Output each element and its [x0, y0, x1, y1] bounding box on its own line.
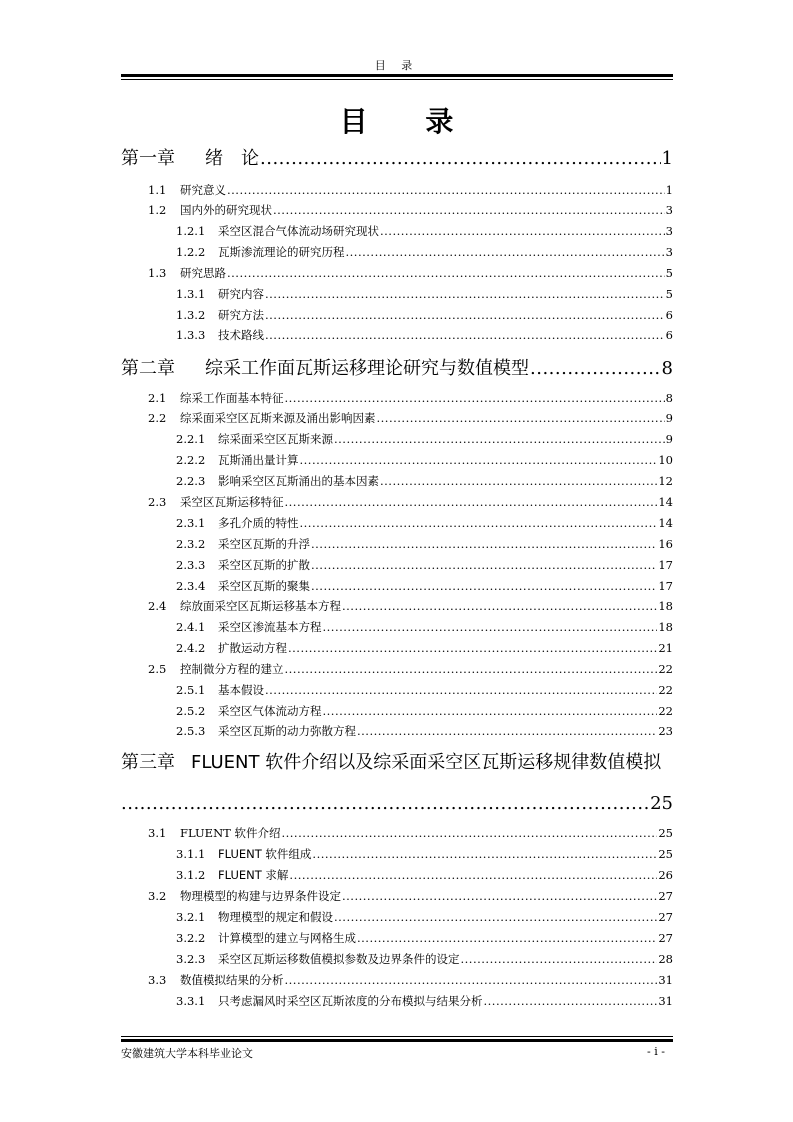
toc-page-number: 12	[658, 474, 673, 488]
footer-page-number: - i -	[647, 1045, 665, 1058]
toc-page-number: 18	[658, 620, 673, 634]
toc-page-number: 21	[658, 641, 673, 655]
toc-entry-number: 2.5.2	[176, 704, 206, 718]
toc-leader-dots	[377, 410, 665, 426]
toc-leader-dots	[285, 494, 658, 510]
toc-page-number: 31	[658, 994, 673, 1008]
toc-leader-dots	[265, 286, 665, 302]
toc-entry-title: 采空区气体流动方程	[218, 704, 322, 718]
toc-leader-dots	[265, 307, 665, 323]
toc-entry[interactable]	[148, 182, 673, 198]
toc-entry-number: 3.1	[148, 826, 167, 840]
toc-leader-dots	[227, 265, 665, 281]
toc-entry[interactable]	[176, 223, 673, 239]
toc-entry-number: 3.1.2	[176, 868, 206, 882]
toc-entry-title: 采空区瓦斯的动力弥散方程	[218, 724, 356, 738]
toc-entry[interactable]	[176, 682, 673, 698]
toc-entry[interactable]	[176, 286, 673, 302]
toc-leader-dots	[273, 202, 665, 218]
toc-entry-number: 2.3.3	[176, 558, 206, 572]
toc-page-number: 9	[665, 432, 673, 446]
toc-leader-dots	[311, 578, 657, 594]
toc-page-number: 25	[650, 793, 673, 814]
toc-page-number: 14	[658, 516, 673, 530]
toc-leader-dots	[312, 846, 657, 862]
toc-entry-title: FLUENT 软件介绍	[180, 826, 281, 840]
toc-entry[interactable]	[148, 598, 673, 614]
toc-entry-title: 国内外的研究现状	[180, 203, 272, 217]
toc-entry-title: 采空区瓦斯的升浮	[218, 537, 310, 551]
toc-entry-title: 技术路线	[218, 328, 264, 342]
toc-entry[interactable]	[176, 846, 673, 862]
toc-entry-number: 3.2.3	[176, 952, 206, 966]
toc-entry[interactable]	[176, 723, 673, 739]
toc-entry-number: 2.5	[148, 662, 167, 676]
toc-entry-number: 1.3.2	[176, 308, 206, 322]
toc-entry[interactable]	[148, 825, 673, 841]
toc-leader-dots	[227, 182, 665, 198]
page-title: 目 录	[339, 105, 478, 138]
toc-entry-number: 1.2.2	[176, 245, 206, 259]
footer-rule-thick	[121, 1039, 673, 1042]
toc-leader-dots	[461, 951, 658, 967]
toc-page-number: 8	[665, 391, 673, 405]
toc-entry[interactable]	[176, 619, 673, 635]
toc-entry-title: 瓦斯渗流理论的研究历程	[218, 245, 345, 259]
toc-leader-dots	[265, 327, 665, 343]
footer-university: 安徽建筑大学本科毕业论文	[121, 1047, 253, 1060]
toc-entry-title: 多孔介质的特性	[218, 516, 299, 530]
footer-rule-thin	[121, 1036, 673, 1037]
toc-entry-number: 2.2	[148, 411, 167, 425]
toc-entry-title: 采空区瓦斯的扩散	[218, 558, 310, 572]
toc-chapter-3-text: FLUENT 软件介绍以及综采面采空区瓦斯运移规律数值模拟	[191, 752, 662, 773]
toc-page-number: 3	[665, 203, 673, 217]
toc-entry-number: 2.4	[148, 599, 167, 613]
toc-entry-number: 3.2	[148, 889, 167, 903]
toc-entry-title: 采空区渗流基本方程	[218, 620, 322, 634]
toc-entry-title: 采空区瓦斯运移特征	[180, 495, 284, 509]
toc-chapter-3-title	[121, 752, 661, 774]
toc-entry-number: 2.3	[148, 495, 167, 509]
toc-entry-title: 控制微分方程的建立	[180, 662, 284, 676]
toc-entry-title: FLUENT 软件组成	[218, 847, 312, 861]
toc-page-number: 10	[658, 453, 673, 467]
toc-entry[interactable]	[121, 148, 673, 170]
toc-entry-title: 绪 论	[205, 148, 259, 169]
toc-entry-number: 3.2.1	[176, 910, 206, 924]
toc-page-number: 18	[658, 599, 673, 613]
toc-entry[interactable]	[176, 578, 673, 594]
toc-entry-title: 基本假设	[218, 683, 264, 697]
toc-leader-dots	[323, 703, 658, 719]
toc-entry[interactable]	[176, 703, 673, 719]
toc-entry-number: 1.3	[148, 266, 167, 280]
toc-entry-number: 1.2	[148, 203, 167, 217]
toc-entry[interactable]	[148, 972, 673, 988]
toc-entry-number: 2.3.2	[176, 537, 206, 551]
toc-entry-title: 综采工作面基本特征	[180, 391, 284, 405]
toc-page-number: 27	[658, 889, 673, 903]
toc-entry-number: 2.5.3	[176, 724, 206, 738]
toc-leader-dots	[357, 723, 657, 739]
toc-entry-title: 只考虑漏风时采空区瓦斯浓度的分布模拟与结果分析	[218, 994, 483, 1008]
toc-entry[interactable]	[176, 867, 673, 883]
toc-entry[interactable]	[176, 557, 673, 573]
toc-entry-number: 2.3.1	[176, 516, 206, 530]
toc-entry[interactable]	[176, 909, 673, 925]
toc-entry[interactable]	[176, 951, 673, 967]
toc-entry-number: 第一章	[121, 148, 175, 169]
toc-entry[interactable]	[176, 327, 673, 343]
toc-entry[interactable]	[148, 410, 673, 426]
running-header: 目 录	[374, 59, 419, 72]
toc-entry[interactable]	[148, 202, 673, 218]
toc-entry-title: 研究思路	[180, 266, 226, 280]
toc-entry-number: 2.2.1	[176, 432, 206, 446]
toc-leader-dots	[357, 930, 657, 946]
toc-leader-dots	[285, 661, 658, 677]
toc-leader-dots	[289, 867, 657, 883]
toc-entry[interactable]	[176, 515, 673, 531]
toc-entry-number: 1.3.3	[176, 328, 206, 342]
toc-page-number: 6	[665, 328, 673, 342]
toc-entry[interactable]	[148, 390, 673, 406]
toc-page-number: 28	[658, 952, 673, 966]
toc-entry-title: 采空区混合气体流动场研究现状	[218, 224, 379, 238]
toc-leader-dots	[121, 793, 649, 815]
toc-entry-title: 物理模型的构建与边界条件设定	[180, 889, 341, 903]
toc-entry-number: 2.5.1	[176, 683, 206, 697]
toc-leader-dots	[300, 515, 658, 531]
toc-page-number: 16	[658, 537, 673, 551]
toc-entry[interactable]	[176, 536, 673, 552]
toc-entry[interactable]	[176, 431, 673, 447]
toc-entry-title: 瓦斯涌出量计算	[218, 453, 299, 467]
toc-entry[interactable]	[176, 307, 673, 323]
toc-page-number: 3	[665, 224, 673, 238]
toc-entry-title: FLUENT 求解	[218, 868, 289, 882]
toc-entry-number: 3.1.1	[176, 847, 206, 861]
toc-page-number: 9	[665, 411, 673, 425]
toc-leader-dots	[342, 888, 657, 904]
toc-entry-title: 综采面采空区瓦斯来源及涌出影响因素	[180, 411, 376, 425]
toc-page-number: 27	[658, 910, 673, 924]
toc-page-number: 31	[658, 973, 673, 987]
toc-page-number: 22	[658, 704, 673, 718]
toc-leader-dots	[380, 223, 665, 239]
toc-leader-dots	[323, 619, 658, 635]
toc-leader-dots	[342, 598, 657, 614]
toc-entry-title: 物理模型的规定和假设	[218, 910, 333, 924]
toc-entry[interactable]	[121, 358, 673, 380]
toc-leader-dots	[334, 431, 665, 447]
toc-entry-title: 扩散运动方程	[218, 641, 287, 655]
toc-entry-number: 2.3.4	[176, 579, 206, 593]
toc-entry[interactable]	[176, 452, 673, 468]
toc-page-number: 14	[658, 495, 673, 509]
toc-page-number: 8	[661, 358, 673, 379]
toc-entry-title: 综采工作面瓦斯运移理论研究与数值模型	[205, 358, 529, 379]
toc-leader-dots	[281, 825, 657, 841]
toc-entry[interactable]	[176, 640, 673, 656]
toc-entry-number: 3.3	[148, 973, 167, 987]
toc-entry-title: 计算模型的建立与网格生成	[218, 931, 356, 945]
toc-entry-number: 2.1	[148, 391, 167, 405]
toc-entry-title: 综放面采空区瓦斯运移基本方程	[180, 599, 341, 613]
toc-page-number: 1	[665, 183, 673, 197]
toc-page-number: 1	[661, 148, 673, 169]
toc-entry[interactable]	[176, 473, 673, 489]
toc-entry-number: 2.4.2	[176, 641, 206, 655]
toc-leader-dots	[300, 452, 658, 468]
toc-entry-number: 第二章	[121, 358, 175, 379]
toc-entry-title: 综采面采空区瓦斯来源	[218, 432, 333, 446]
toc-entry[interactable]	[176, 244, 673, 260]
toc-leader-dots	[285, 972, 658, 988]
toc-page-number: 5	[665, 287, 673, 301]
toc-entry[interactable]	[176, 930, 673, 946]
toc-leader-dots	[265, 682, 657, 698]
toc-page-number: 26	[658, 868, 673, 882]
toc-entry[interactable]	[148, 661, 673, 677]
toc-entry-title: 采空区瓦斯的聚集	[218, 579, 310, 593]
toc-entry-title: 数值模拟结果的分析	[180, 973, 284, 987]
toc-entry-title: 影响采空区瓦斯涌出的基本因素	[218, 474, 379, 488]
toc-entry-number: 3.3.1	[176, 994, 206, 1008]
toc-leader-dots	[346, 244, 665, 260]
toc-leader-dots	[311, 557, 657, 573]
toc-page-number: 23	[658, 724, 673, 738]
toc-chapter-3-num: 第三章	[121, 752, 175, 773]
toc-page-number: 5	[665, 266, 673, 280]
toc-entry-number: 3.2.2	[176, 931, 206, 945]
toc-entry-title: 研究方法	[218, 308, 264, 322]
toc-entry[interactable]	[148, 494, 673, 510]
toc-leader-dots	[288, 640, 657, 656]
toc-entry-title: 研究意义	[180, 183, 226, 197]
toc-leader-dots	[484, 993, 658, 1009]
toc-entry-number: 1.2.1	[176, 224, 206, 238]
toc-entry-number: 1.1	[148, 183, 167, 197]
toc-entry[interactable]	[148, 888, 673, 904]
toc-leader-dots	[311, 536, 657, 552]
toc-leader-dots	[260, 148, 661, 170]
toc-leader-dots	[380, 473, 657, 489]
toc-entry[interactable]	[176, 993, 673, 1009]
toc-entry-title: 采空区瓦斯运移数值模拟参数及边界条件的设定	[218, 952, 460, 966]
toc-entry[interactable]	[148, 265, 673, 281]
toc-entry-number: 2.2.2	[176, 453, 206, 467]
toc-page-number: 17	[658, 579, 673, 593]
toc-entry-number: 1.3.1	[176, 287, 206, 301]
toc-page-number: 6	[665, 308, 673, 322]
toc-page-number: 25	[658, 847, 673, 861]
toc-entry-number: 2.2.3	[176, 474, 206, 488]
toc-chapter-3-leader[interactable]	[121, 793, 673, 815]
toc-page-number: 3	[665, 245, 673, 259]
toc-leader-dots	[530, 358, 661, 380]
toc-entry-number: 2.4.1	[176, 620, 206, 634]
toc-page-number: 22	[658, 662, 673, 676]
toc-page-number: 27	[658, 931, 673, 945]
toc-page-number: 25	[658, 826, 673, 840]
toc-page-number: 22	[658, 683, 673, 697]
toc-entry-title: 研究内容	[218, 287, 264, 301]
toc-leader-dots	[285, 390, 665, 406]
toc-page-number: 17	[658, 558, 673, 572]
toc-leader-dots	[334, 909, 657, 925]
